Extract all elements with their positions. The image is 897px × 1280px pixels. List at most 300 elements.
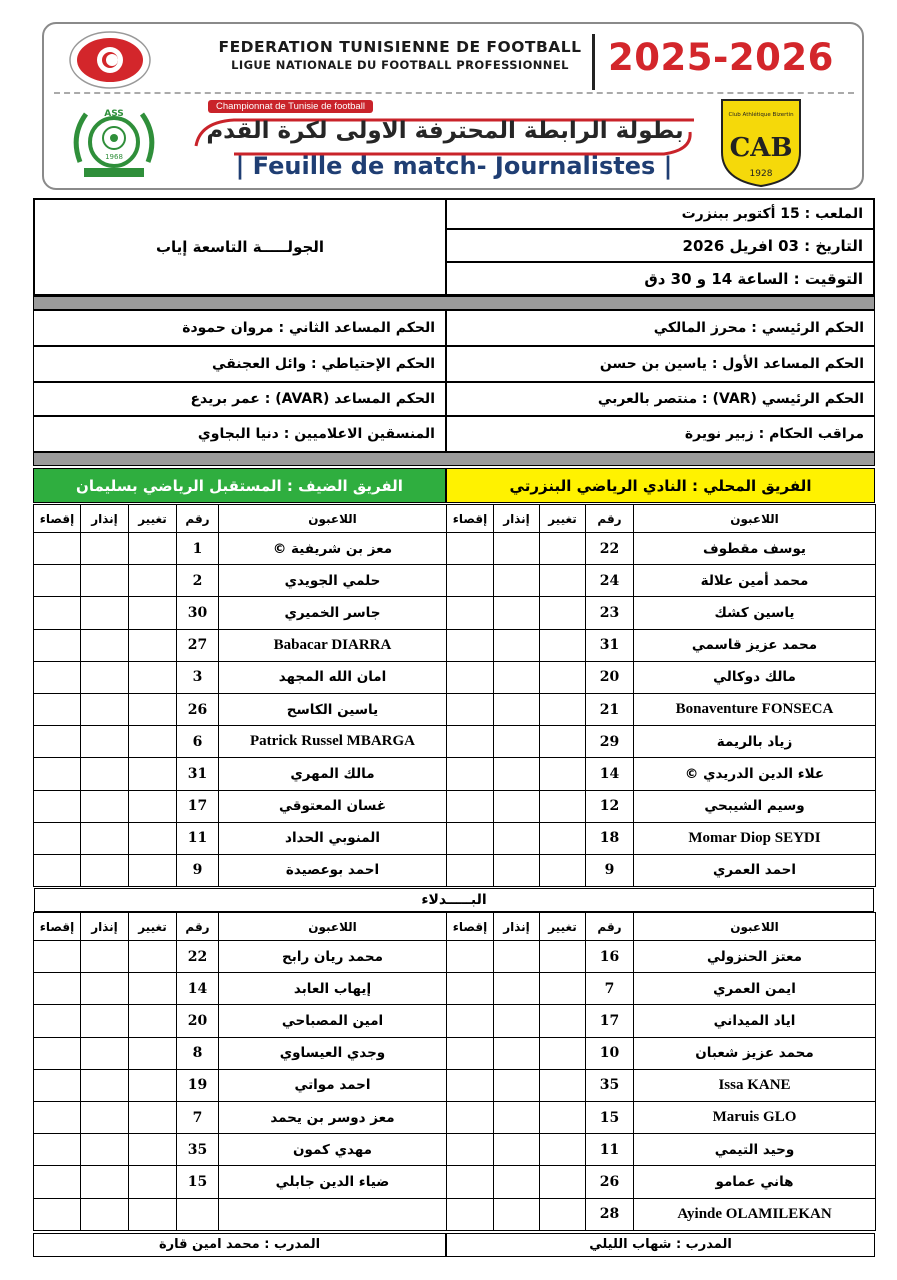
col-players: اللاعبون [219,505,447,533]
player-row [34,693,447,725]
player-number: 26 [177,693,219,725]
col-number: رقم [177,505,219,533]
col-expulsion: إقصاء [34,505,81,533]
warning-cell [494,629,540,661]
sheet-header [42,22,864,190]
warning-cell [81,693,129,725]
player-number: 2 [177,565,219,597]
player-number: 30 [177,597,219,629]
player-row [447,1101,876,1133]
player-row [34,1166,447,1198]
player-number: 27 [177,629,219,661]
date-cell: التاريخ : 03 افريل 2026 [446,229,874,262]
player-name [219,565,447,597]
player-number: 22 [177,941,219,973]
change-cell [129,822,177,854]
player-number: 8 [177,1037,219,1069]
change-cell [540,629,586,661]
home-coach: المدرب : شهاب الليلي [446,1233,875,1257]
warning-cell [494,1037,540,1069]
warning-cell [494,1005,540,1037]
player-number: 21 [586,693,634,725]
player-name-text: محمد عزيز شعبان [695,1045,814,1062]
warning-cell [81,1069,129,1101]
assistant-referee-2: الحكم المساعد الثاني : مروان حمودة [33,310,446,346]
change-cell [129,693,177,725]
col-players: اللاعبون [634,913,876,941]
player-number: 22 [586,533,634,565]
player-name-text: معز دوسر بن يحمد [270,1109,395,1126]
expulsion-cell [447,1134,494,1166]
change-cell [540,822,586,854]
change-cell [540,693,586,725]
player-row [447,1037,876,1069]
change-cell [540,790,586,822]
expulsion-cell [447,941,494,973]
expulsion-cell [447,1005,494,1037]
change-cell [129,758,177,790]
warning-cell [494,790,540,822]
expulsion-cell [34,726,81,758]
expulsion-cell [447,973,494,1005]
player-name [219,973,447,1005]
expulsion-cell [34,1005,81,1037]
expulsion-cell [447,1198,494,1230]
player-number: 31 [177,758,219,790]
player-name [634,629,876,661]
warning-cell [494,822,540,854]
league-name: LIGUE NATIONALE DU FOOTBALL PROFESSIONNEL [231,58,569,72]
cab-logo-text: CAB [729,133,793,163]
change-cell [129,661,177,693]
player-name [634,941,876,973]
player-number: 24 [586,565,634,597]
expulsion-cell [34,758,81,790]
player-row [447,661,876,693]
change-cell [540,1166,586,1198]
player-number: 14 [177,973,219,1005]
warning-cell [81,1005,129,1037]
player-name [219,1005,447,1037]
change-cell [129,854,177,886]
change-cell [540,973,586,1005]
player-number: 17 [177,790,219,822]
player-row [34,533,447,565]
player-row [34,854,447,886]
col-change: تغيير [129,505,177,533]
col-players: اللاعبون [219,913,447,941]
change-cell [129,1101,177,1133]
player-row [34,1101,447,1133]
warning-cell [81,565,129,597]
player-name-text: هاني عمامو [715,1173,794,1190]
federation-name: FEDERATION TUNISIENNE DE FOOTBALL [218,38,582,56]
expulsion-cell [34,822,81,854]
col-change: تغيير [540,913,586,941]
change-cell [129,597,177,629]
warning-cell [494,758,540,790]
player-row [34,597,447,629]
player-name-text: إيهاب العابد [293,980,372,997]
player-row [34,1037,447,1069]
change-cell [129,1198,177,1230]
player-name [634,661,876,693]
ass-logo-year: 1968 [105,153,123,161]
player-name-text: ياسين كشك [714,604,795,621]
warning-cell [81,758,129,790]
player-row [447,1198,876,1230]
expulsion-cell [447,790,494,822]
player-name [219,758,447,790]
col-expulsion: إقصاء [34,913,81,941]
change-cell [540,854,586,886]
player-name-text: اياد الميداني [713,1012,796,1029]
warning-cell [494,565,540,597]
player-number: 17 [586,1005,634,1037]
player-number: 7 [177,1101,219,1133]
federation-block [170,38,630,72]
player-name-text: جاسر الخميري [284,604,381,621]
expulsion-cell [447,533,494,565]
player-row [447,629,876,661]
player-name [634,1005,876,1037]
player-number: 14 [586,758,634,790]
expulsion-cell [34,941,81,973]
expulsion-cell [34,597,81,629]
col-expulsion: إقصاء [447,505,494,533]
player-row [447,726,876,758]
player-row [34,790,447,822]
championship-badge: Championnat de Tunisie de football [208,100,373,113]
player-row [447,693,876,725]
change-cell [129,1166,177,1198]
warning-cell [494,693,540,725]
player-number: 11 [177,822,219,854]
player-name-text: احمد العمري [712,862,797,879]
col-warning: إنذار [81,505,129,533]
player-row [447,854,876,886]
player-number: 6 [177,726,219,758]
player-name [219,533,447,565]
player-name [634,1166,876,1198]
col-change: تغيير [540,505,586,533]
player-name [219,822,447,854]
player-name-text: المنوبي الحداد [285,830,380,847]
player-name [634,693,876,725]
player-row [34,565,447,597]
player-number: 3 [177,661,219,693]
player-name-text: Patrick Russel MBARGA [250,733,415,750]
away-coach: المدرب : محمد امين قارة [33,1233,446,1257]
player-number: 15 [586,1101,634,1133]
player-name-text: Babacar DIARRA [273,636,392,653]
expulsion-cell [34,1166,81,1198]
col-change: تغيير [129,913,177,941]
player-name-text: معتز الحنزولي [706,948,803,965]
col-number: رقم [586,505,634,533]
player-number: 7 [586,973,634,1005]
player-name-text: ايمن العمري [713,980,796,997]
player-name-text: محمد ريان رابح [282,948,383,965]
player-name [219,726,447,758]
player-name [634,533,876,565]
warning-cell [494,941,540,973]
player-row [447,822,876,854]
change-cell [540,1101,586,1133]
player-row [34,822,447,854]
player-name-text: امان الله المجهد [278,669,387,686]
player-row [447,1005,876,1037]
expulsion-cell [447,726,494,758]
assistant-referee-1: الحكم المساعد الأول : ياسين بن حسن [446,346,875,382]
away-starters-table [33,504,447,887]
player-row [34,1069,447,1101]
ftf-logo-icon [68,30,152,90]
player-name [634,973,876,1005]
var-referee: الحكم الرئيسي (VAR) : منتصر بالعربي [446,382,875,416]
player-name-text: Bonaventure FONSECA [675,701,834,718]
expulsion-cell [34,790,81,822]
warning-cell [494,973,540,1005]
player-number: 28 [586,1198,634,1230]
home-subs-table [446,912,876,1231]
player-name [219,1101,447,1133]
change-cell [540,661,586,693]
player-row [34,726,447,758]
player-row [447,1069,876,1101]
warning-cell [81,629,129,661]
player-name [634,726,876,758]
round-cell: الجولـــــة التاسعة إياب [34,199,446,295]
table-header-row [34,505,447,533]
player-number: 11 [586,1134,634,1166]
home-starters-table [446,504,876,887]
warning-cell [81,661,129,693]
change-cell [129,533,177,565]
player-name-text: حلمي الجويدي [284,572,381,589]
col-players: اللاعبون [634,505,876,533]
player-number: 16 [586,941,634,973]
warning-cell [494,1101,540,1133]
player-number: 9 [177,854,219,886]
change-cell [540,758,586,790]
cab-logo-name: Club Athlétique Bizertin [728,112,794,118]
change-cell [129,1134,177,1166]
warning-cell [494,597,540,629]
change-cell [540,1037,586,1069]
player-name [634,1069,876,1101]
player-name-text: مالك دوكالي [713,669,796,686]
player-name-text: مالك المهري [290,765,375,782]
change-cell [129,565,177,597]
player-name [219,661,447,693]
player-name [634,565,876,597]
player-number: 29 [586,726,634,758]
player-number: 18 [586,822,634,854]
change-cell [540,726,586,758]
change-cell [129,941,177,973]
player-name-text: امين المصباحي [281,1012,384,1029]
player-name [219,1037,447,1069]
player-row [34,973,447,1005]
player-name-text: علاء الدين الدريدي © [684,765,825,782]
player-name-text: ياسين الكاسح [286,701,379,718]
expulsion-cell [447,629,494,661]
player-name [219,854,447,886]
expulsion-cell [447,1037,494,1069]
player-name-text: ضياء الدين جابلي [275,1173,390,1190]
player-number: 19 [177,1069,219,1101]
change-cell [129,1037,177,1069]
player-number: 26 [586,1166,634,1198]
warning-cell [81,1037,129,1069]
substitutes-title: البـــــدلاء [34,888,874,912]
expulsion-cell [447,758,494,790]
player-name-text: مهدي كمون [292,1141,373,1158]
player-name [634,822,876,854]
player-row [447,533,876,565]
player-name-text: وجدي العيساوي [279,1045,386,1062]
table-header-row [447,505,876,533]
player-name [634,1037,876,1069]
player-row [447,941,876,973]
expulsion-cell [34,854,81,886]
expulsion-cell [447,1166,494,1198]
season-label: 2025-2026 [608,36,834,79]
warning-cell [81,822,129,854]
player-name [634,758,876,790]
change-cell [129,1005,177,1037]
time-cell: التوقيت : الساعة 14 و 30 دق [446,262,874,295]
player-row [447,597,876,629]
warning-cell [494,1198,540,1230]
expulsion-cell [34,1069,81,1101]
cab-club-logo-icon [716,96,806,188]
stadium-cell: الملعب : 15 أكتوبر ببنزرت [446,199,874,229]
player-number: 35 [586,1069,634,1101]
player-name [219,597,447,629]
player-row [447,565,876,597]
change-cell [129,726,177,758]
player-name [219,790,447,822]
expulsion-cell [447,565,494,597]
warning-cell [81,726,129,758]
player-name-text: محمد أمين علالة [700,572,809,589]
player-name-text: وحيد التيمي [714,1141,795,1158]
player-name-text: Momar Diop SEYDI [688,829,821,846]
player-name [219,1069,447,1101]
warning-cell [494,726,540,758]
player-name [634,790,876,822]
warning-cell [81,1134,129,1166]
warning-cell [494,1134,540,1166]
player-row [447,758,876,790]
sheet-title: | Feuille de match- Journalistes | [235,152,673,180]
warning-cell [494,854,540,886]
player-number: 9 [586,854,634,886]
change-cell [540,1134,586,1166]
expulsion-cell [34,661,81,693]
player-name-text: احمد مواتي [294,1077,371,1094]
separator-band [33,296,875,310]
player-name-text: Ayinde OLAMILEKAN [677,1205,832,1222]
player-row [447,973,876,1005]
player-number: 31 [586,629,634,661]
table-header-row [447,913,876,941]
warning-cell [494,661,540,693]
away-subs-table [33,912,447,1231]
warning-cell [81,854,129,886]
player-number: 12 [586,790,634,822]
col-number: رقم [586,913,634,941]
player-number: 20 [586,661,634,693]
expulsion-cell [447,661,494,693]
change-cell [129,1069,177,1101]
warning-cell [81,533,129,565]
player-row [34,1198,447,1230]
expulsion-cell [34,973,81,1005]
warning-cell [494,1166,540,1198]
warning-cell [81,1101,129,1133]
warning-cell [81,1166,129,1198]
player-name-text: Maruis GLO [712,1109,797,1126]
league-title-ar: بطولة الرابطة المحترفة الاولى لكرة القدم [206,118,684,144]
warning-cell [81,973,129,1005]
expulsion-cell [447,1101,494,1133]
change-cell [540,941,586,973]
player-number: 20 [177,1005,219,1037]
player-row [34,941,447,973]
player-row [447,790,876,822]
col-number: رقم [177,913,219,941]
player-name [634,1198,876,1230]
expulsion-cell [34,1134,81,1166]
expulsion-cell [34,629,81,661]
ass-club-logo-icon [66,102,162,182]
expulsion-cell [447,1069,494,1101]
player-name [219,693,447,725]
player-number: 23 [586,597,634,629]
warning-cell [494,533,540,565]
change-cell [129,790,177,822]
player-row [34,1134,447,1166]
expulsion-cell [34,1037,81,1069]
col-warning: إنذار [81,913,129,941]
change-cell [540,597,586,629]
player-name [219,1134,447,1166]
player-number: 15 [177,1166,219,1198]
player-name-text: Issa KANE [718,1076,791,1093]
expulsion-cell [34,565,81,597]
warning-cell [81,1198,129,1230]
expulsion-cell [34,693,81,725]
change-cell [129,973,177,1005]
header-divider [592,34,595,90]
player-row [34,629,447,661]
change-cell [129,629,177,661]
expulsion-cell [34,533,81,565]
player-name-text: معز بن شريفية © [272,540,393,557]
player-name-text: يوسف مقطوف [703,540,806,557]
player-name-text: غسان المعتوقي [278,798,387,815]
player-name-text: احمد بوعصيدة [285,862,380,879]
warning-cell [81,597,129,629]
cab-logo-year: 1928 [749,169,773,179]
change-cell [540,1005,586,1037]
away-team-header: الفريق الضيف : المستقبل الرياضي بسليمان [33,468,446,503]
change-cell [540,565,586,597]
media-coordinator: المنسقين الاعلاميين : دنيا البجاوي [33,416,446,452]
